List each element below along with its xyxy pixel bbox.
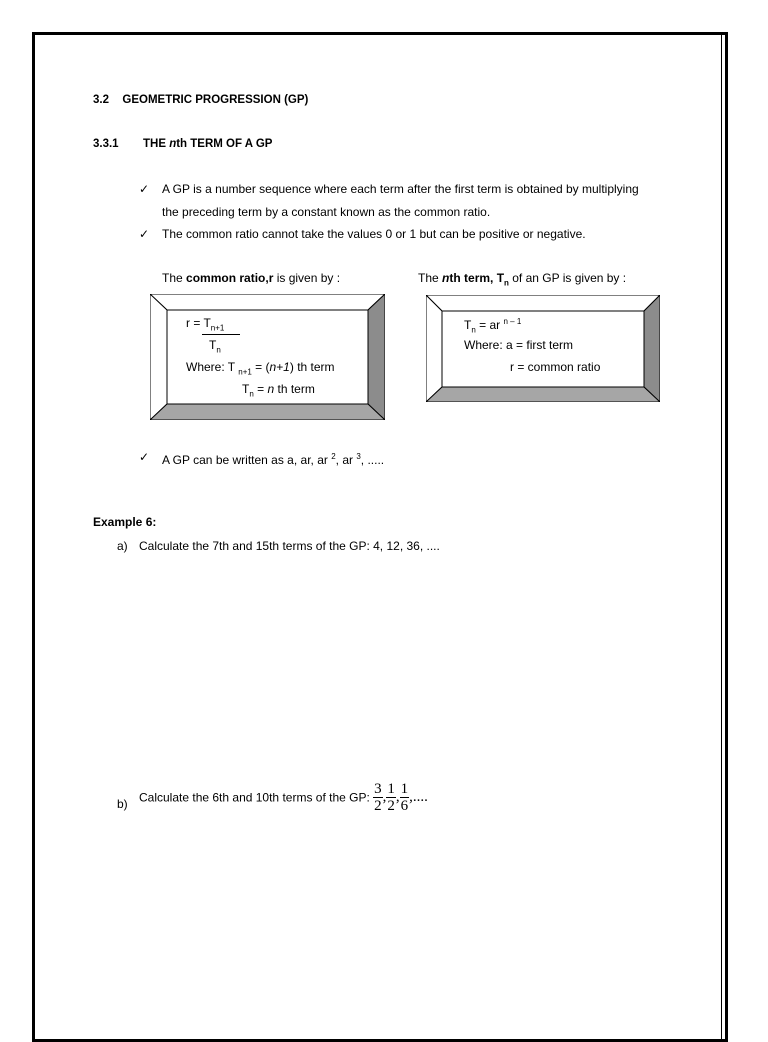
- common-ratio-box-frame: [150, 294, 385, 420]
- ratio-r-eq: r = T: [186, 316, 211, 330]
- example-a-label: a): [117, 539, 128, 553]
- check-icon: ✓: [139, 182, 150, 196]
- example-b-tail: ,....: [409, 789, 428, 805]
- nth-caption-sub: n: [504, 278, 509, 288]
- fraction-1: [373, 781, 383, 814]
- subsection-number: 3.3.1: [93, 138, 119, 150]
- ratio-den-sub: n: [216, 345, 221, 355]
- section-title: GEOMETRIC PROGRESSION (GP): [122, 94, 309, 106]
- nth-where-line: Where: a = first term: [464, 338, 574, 352]
- ratio-tn-line: [242, 382, 315, 398]
- ratio-where-sub: n+1: [238, 367, 252, 377]
- nth-r-line: r = common ratio: [510, 360, 601, 374]
- bullet-2-text: The common ratio cannot take the values 0 or 1 but can be positive or negative.: [162, 227, 586, 241]
- fraction-1-den: 2: [374, 798, 382, 814]
- check-icon: ✓: [139, 227, 150, 241]
- subsection-title-pre: THE: [142, 138, 170, 150]
- ratio-tn-italic: n: [267, 382, 275, 396]
- example-b-text: Calculate the 6th and 10th terms of the GP:: [139, 790, 374, 805]
- fraction-3-den: 6: [400, 798, 409, 814]
- ratio-tn-mid: =: [253, 382, 268, 396]
- check-icon: ✓: [139, 450, 150, 464]
- ratio-where-pre: Where: T: [186, 360, 239, 374]
- fraction-bar: [202, 334, 240, 335]
- fraction-3: [400, 781, 410, 814]
- nth-eq-sup: n – 1: [503, 317, 522, 326]
- example-title: Example 6:: [93, 515, 157, 529]
- subsection-heading: [93, 138, 272, 150]
- nth-eq-T: T: [464, 318, 472, 332]
- gp-form-mid: , ar: [335, 453, 357, 467]
- ratio-tn-post: th term: [274, 382, 315, 396]
- section-number: 3.2: [93, 94, 109, 106]
- bullet-1-line-1: A GP is a number sequence where each term after the first term is obtained by multiplying: [162, 182, 639, 196]
- ratio-where-line: [186, 360, 335, 376]
- ratio-num-sub: n+1: [210, 323, 225, 333]
- ratio-tn-sub: n: [249, 389, 254, 399]
- gp-form-pre: A GP can be written as a, ar, ar: [162, 453, 332, 467]
- ratio-where-mid: = (: [251, 360, 270, 374]
- gp-form-bullet: [162, 448, 384, 469]
- gp-form-sup2: 3: [356, 452, 361, 461]
- ratio-denominator: [209, 338, 221, 354]
- ratio-caption-pre: The: [162, 271, 187, 285]
- nth-formula: [464, 317, 521, 334]
- nth-caption-pre: The: [418, 271, 443, 285]
- subsection-title-post: th TERM OF A GP: [176, 138, 273, 150]
- bullet-1-line-2: the preceding term by a constant known as the common ratio.: [162, 205, 491, 219]
- ratio-where-italic: n+1: [269, 360, 290, 374]
- example-b-line: Calculate the 6th and 10th terms of the GP: $\frac{3}{2}$ , $\frac{1}{2}$ , $\frac{1}{6}$ ,....: [139, 781, 428, 814]
- gp-form-sup1: 2: [331, 452, 336, 461]
- nth-caption-post: of an GP is given by :: [508, 271, 627, 285]
- ratio-caption: [162, 269, 340, 287]
- fraction-3-num: 1: [400, 781, 409, 797]
- fraction-2-den: 2: [387, 798, 395, 814]
- example-b-label: b): [117, 797, 128, 811]
- nth-eq-sub: n: [471, 325, 476, 335]
- ratio-numerator: [186, 316, 224, 332]
- ratio-where-post: ) th term: [289, 360, 335, 374]
- nth-caption: The nth term, $T_n$ of an GP is given by :: [418, 271, 627, 288]
- fraction-2: [386, 781, 396, 814]
- gp-form-post: , .....: [360, 453, 385, 467]
- fraction-2-num: 1: [387, 781, 395, 797]
- fraction-1-num: 3: [374, 781, 382, 797]
- section-heading: [93, 94, 308, 106]
- ratio-caption-post: is given by :: [273, 271, 341, 285]
- page-border-inner-line: [721, 35, 722, 1039]
- nth-term-formula-box: [426, 295, 660, 402]
- common-ratio-formula-box: [150, 294, 385, 420]
- example-a-text: Calculate the 7th and 15th terms of the GP: 4, 12, 36, ....: [139, 539, 440, 553]
- nth-eq-mid: = ar: [475, 318, 504, 332]
- ratio-tn-T: T: [242, 382, 250, 396]
- subsection-title-italic: n: [169, 138, 177, 150]
- ratio-den-T: T: [209, 338, 217, 352]
- ratio-caption-bold: common ratio,r: [186, 271, 274, 285]
